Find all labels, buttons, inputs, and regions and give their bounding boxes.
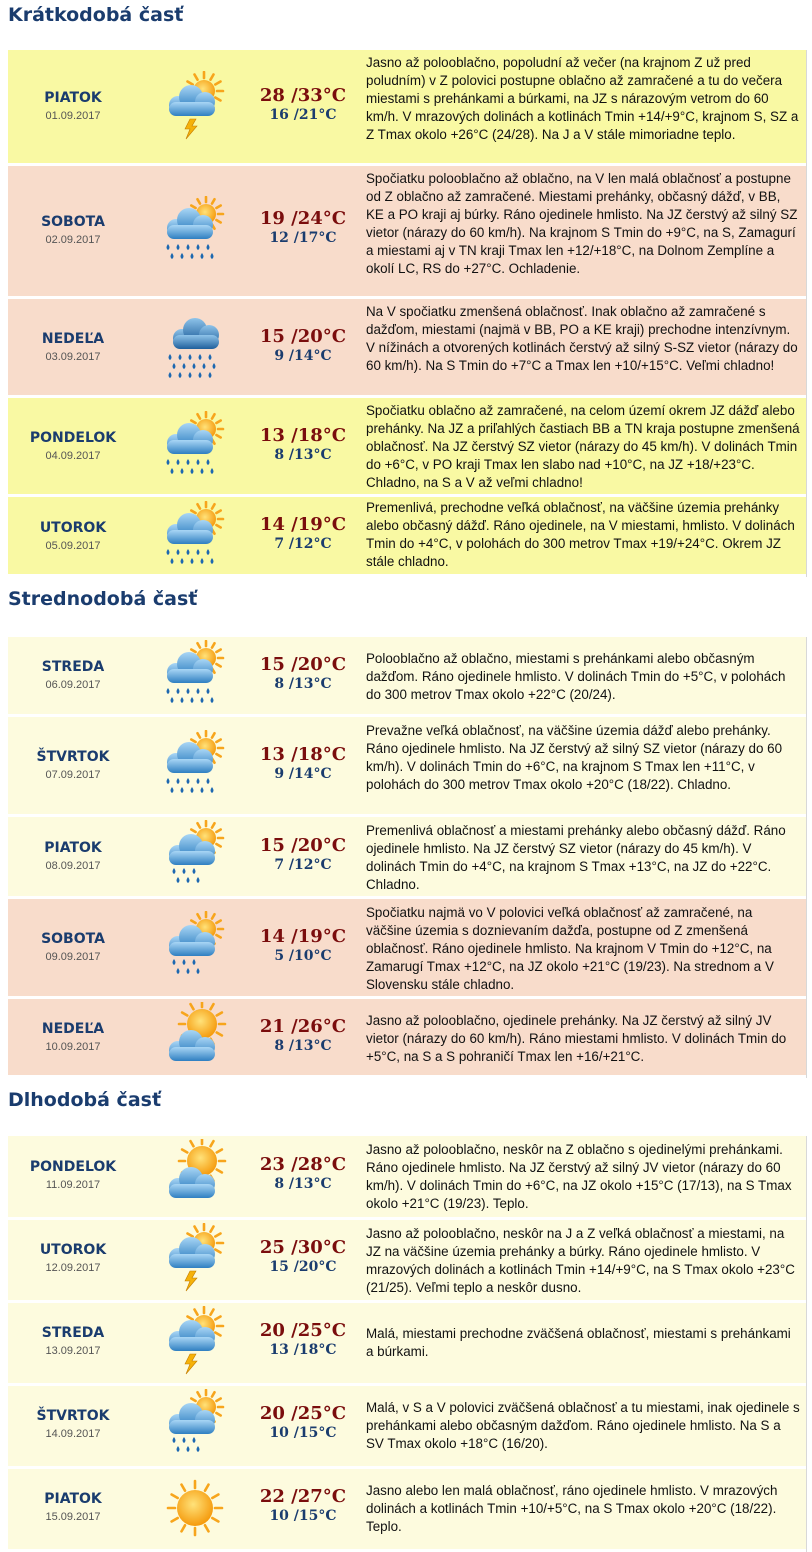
day-label xyxy=(8,659,138,691)
sun-cloud-storm-icon xyxy=(160,71,230,141)
sun-cloud-icon xyxy=(160,1139,230,1209)
sun-cloud-showers-icon xyxy=(160,820,230,890)
day-label xyxy=(8,1242,138,1274)
forecast-description: Na V spočiatku zmenšená oblačnosť. Inak oblačno až zamračené s dažďom, miestami (najmä v BB, PO a KE kraji) prechodne intenzívnym. V nížinách a otvorených kotlinách čerstvý až silný S-SZ vietor (nárazy do 60 km/h). Na S Tmin do +7°C a Tmax len +10/+15°C. Veľmi chladno! xyxy=(366,304,798,373)
temp-max: 15 /20°C xyxy=(259,326,347,347)
day-date: 12.09.2017 xyxy=(45,1262,101,1274)
temperature-block xyxy=(248,745,358,783)
temp-max: 20 /25°C xyxy=(259,1320,347,1341)
sun-cloud-rain-icon xyxy=(160,196,230,266)
day-label xyxy=(8,1021,138,1053)
temp-max: 23 /28°C xyxy=(259,1154,347,1175)
temp-min: 12 /17°C xyxy=(269,230,337,246)
day-date: 05.09.2017 xyxy=(45,540,101,552)
sun-cloud-icon xyxy=(160,1002,230,1072)
section-title-short-term: Krátkodobá časť xyxy=(8,4,184,26)
temp-min: 10 /15°C xyxy=(269,1425,337,1441)
sun-cloud-storm-icon xyxy=(160,1306,230,1376)
day-label xyxy=(8,214,138,246)
day-label xyxy=(8,430,138,462)
day-name: SOBOTA xyxy=(41,214,105,230)
temperature-block xyxy=(248,1404,358,1442)
forecast-description: Polooblačno až oblačno, miestami s prehánkami alebo občasným dažďom. Ráno ojedinele hmlisto. V dolinách Tmin do +5°C, v polohách do 300 metrov Tmax okolo +22°C (20/24). xyxy=(366,651,786,702)
temp-min: 15 /20°C xyxy=(269,1259,337,1275)
sun-cloud-showers-icon xyxy=(160,911,230,981)
day-label xyxy=(8,749,138,781)
forecast-row xyxy=(8,398,806,497)
temp-min: 7 /12°C xyxy=(274,536,332,552)
day-label xyxy=(8,1408,138,1440)
day-name: PONDELOK xyxy=(29,430,117,446)
forecast-row xyxy=(8,497,806,577)
temp-max: 15 /20°C xyxy=(259,835,347,856)
day-label xyxy=(8,90,138,122)
forecast-row xyxy=(8,1303,806,1386)
temperature-block xyxy=(248,1155,358,1193)
day-label xyxy=(8,520,138,552)
forecast-row xyxy=(8,999,806,1078)
temp-max: 15 /20°C xyxy=(259,654,347,675)
day-date: 07.09.2017 xyxy=(45,769,101,781)
forecast-section-short-term xyxy=(8,50,807,577)
forecast-description: Malá, miestami prechodne zväčšená oblačnosť, miestami s prehánkami a búrkami. xyxy=(366,1326,791,1359)
day-date: 10.09.2017 xyxy=(45,1041,101,1053)
day-date: 09.09.2017 xyxy=(45,951,101,963)
day-date: 11.09.2017 xyxy=(45,1179,101,1191)
sun-icon xyxy=(160,1473,230,1543)
temp-min: 13 /18°C xyxy=(269,1342,337,1358)
forecast-row xyxy=(8,1386,806,1469)
forecast-description: Jasno alebo len malá oblačnosť, ráno ojedinele hmlisto. V mrazových dolinách a kotlinách Tmin +10/+5°C, na S Tmax okolo +20°C (18/22). Teplo. xyxy=(366,1483,778,1534)
temperature-block xyxy=(248,327,358,365)
day-date: 14.09.2017 xyxy=(45,1428,101,1440)
forecast-description: Premenlivá, prechodne veľká oblačnosť, na väčšine územia prehánky alebo občasný dážď. Ráno ojedinele, na V miestami, hmlisto. V dolinách Tmin do +4°C, v polohách do 300 metrov Tmax +19/+24°C. Okrem JZ stále chladno. xyxy=(366,500,795,569)
temp-min: 8 /13°C xyxy=(274,447,332,463)
day-date: 15.09.2017 xyxy=(45,1511,101,1523)
temp-min: 8 /13°C xyxy=(274,676,332,692)
temp-max: 21 /26°C xyxy=(259,1016,347,1037)
forecast-row xyxy=(8,899,806,999)
forecast-description: Prevažne veľká oblačnosť, na väčšine územia dážď alebo prehánky. Ráno ojedinele hmlisto. Na JZ čerstvý až silný SZ vietor (nárazy do 60 km/h). V dolinách Tmin do +6°C, na krajnom S Tmax len +11°C, v polohách do 300 metrov Tmax okolo +20°C (18/22). Chladno. xyxy=(366,723,783,792)
sun-cloud-rain-icon xyxy=(160,730,230,800)
forecast-row xyxy=(8,166,806,299)
sun-cloud-rain-icon xyxy=(160,501,230,571)
temperature-block xyxy=(248,426,358,464)
temperature-block xyxy=(248,209,358,247)
day-name: PONDELOK xyxy=(29,1159,117,1175)
forecast-description: Jasno až polooblačno, neskôr na J a Z veľká oblačnosť a miestami, na JZ na väčšine územia prehánky a búrky. Ráno ojedinele hmlisto. V mrazových dolinách a kotlinách Tmin +14/+9°C, na S Tmax okolo +23°C (21/25). Veľmi teplo a neskôr dusno. xyxy=(366,1226,795,1295)
temp-max: 28 /33°C xyxy=(259,85,347,106)
day-date: 06.09.2017 xyxy=(45,679,101,691)
temperature-block xyxy=(248,836,358,874)
sun-cloud-rain-icon xyxy=(160,640,230,710)
temperature-block xyxy=(248,655,358,693)
temperature-block xyxy=(248,927,358,965)
day-name: UTOROK xyxy=(39,1242,107,1258)
day-name: NEDEĽA xyxy=(41,331,105,347)
forecast-row xyxy=(8,299,806,398)
day-label xyxy=(8,840,138,872)
sun-cloud-showers-icon xyxy=(160,1389,230,1459)
day-name: ŠTVRTOK xyxy=(36,749,110,765)
day-label xyxy=(8,1159,138,1191)
day-name: STREDA xyxy=(41,1325,105,1341)
forecast-row xyxy=(8,1136,806,1220)
forecast-description: Spočiatku najmä vo V polovici veľká oblačnosť až zamračené, na väčšine územia s doznievaním dažďa, postupne od Z zmenšená oblačnosť. Ráno ojedinele hmlisto. Na krajnom V Tmin do +12°C, na Zamarugí Tmax +12°C, na JZ okolo +21°C (19/23). Na strednom a V Slovensku stále chladno. xyxy=(366,905,774,992)
sun-cloud-rain-icon xyxy=(160,411,230,481)
forecast-description: Premenlivá oblačnosť a miestami prehánky alebo občasný dážď. Ráno ojedinele hmlisto. Na JZ čerstvý SZ vietor (nárazy do 45 km/h). V dolinách Tmin do +4°C, na krajnom S Tmax +13°C, na JZ do +22°C. Chladno. xyxy=(366,823,786,892)
temp-max: 14 /19°C xyxy=(259,926,347,947)
forecast-row xyxy=(8,1220,806,1303)
forecast-description: Jasno až polooblačno, ojedinele prehánky. Na JZ čerstvý až silný JV vietor (nárazy do 60 km/h). Ráno miestami hmlisto. V dolinách Tmin do +5°C, na S a S pohraničí Tmax len +16/+21°C. xyxy=(366,1013,787,1064)
temp-max: 19 /24°C xyxy=(259,208,347,229)
forecast-description: Malá, v S a V polovici zväčšená oblačnosť a tu miestami, inak ojedinele s prehánkami alebo občasným dažďom. Ráno ojedinele hmlisto. Na S a SV Tmax okolo +18°C (16/20). xyxy=(366,1400,800,1451)
day-label xyxy=(8,1491,138,1523)
sun-cloud-storm-icon xyxy=(160,1223,230,1293)
day-label xyxy=(8,331,138,363)
day-name: PIATOK xyxy=(44,840,102,856)
day-label xyxy=(8,931,138,963)
temp-min: 9 /14°C xyxy=(274,348,332,364)
temp-min: 9 /14°C xyxy=(274,766,332,782)
day-name: ŠTVRTOK xyxy=(36,1408,110,1424)
temperature-block xyxy=(248,1238,358,1276)
temp-min: 8 /13°C xyxy=(274,1038,332,1054)
temp-min: 5 /10°C xyxy=(274,948,332,964)
temp-min: 8 /13°C xyxy=(274,1176,332,1192)
day-date: 01.09.2017 xyxy=(45,110,101,122)
section-title-long-term: Dlhodobá časť xyxy=(8,1089,162,1111)
forecast-section-long-term xyxy=(8,1136,807,1552)
day-date: 13.09.2017 xyxy=(45,1345,101,1357)
temp-min: 16 /21°C xyxy=(269,107,337,123)
temperature-block xyxy=(248,1321,358,1359)
day-name: STREDA xyxy=(41,659,105,675)
day-name: PIATOK xyxy=(44,90,102,106)
temp-max: 13 /18°C xyxy=(259,425,347,446)
temperature-block xyxy=(248,1017,358,1055)
forecast-description: Jasno až polooblačno, neskôr na Z oblačno s ojedinelými prehánkami. Ráno ojedinele hmlisto. Na JZ čerstvý až silný JV vietor (nárazy do 60 km/h). V dolinách Tmin do +6°C, na JZ okolo +15°C (17/13), na S Tmax okolo +21°C (19/23). Teplo. xyxy=(366,1142,792,1211)
forecast-description: Jasno až polooblačno, popoludní až večer (na krajnom Z už pred poludním) v Z polovici postupne oblačno až zamračené a tu do večera miestami s prehánkami a búrkami, na JZ s nárazovým vetrom do 60 km/h. V mrazových dolinách a kotlinách Tmin +14/+9°C, krajnom S, SZ a Z Tmax okolo +26°C (24/28). Na J a V stále mimoriadne teplo. xyxy=(366,55,799,142)
temp-min: 10 /15°C xyxy=(269,1508,337,1524)
temp-max: 25 /30°C xyxy=(259,1237,347,1258)
temperature-block xyxy=(248,515,358,553)
section-title-mid-term: Strednodobá časť xyxy=(8,588,198,610)
temp-max: 14 /19°C xyxy=(259,514,347,535)
forecast-row xyxy=(8,817,806,899)
day-name: UTOROK xyxy=(39,520,107,536)
day-date: 02.09.2017 xyxy=(45,234,101,246)
day-date: 04.09.2017 xyxy=(45,450,101,462)
cloud-heavy-rain-icon xyxy=(160,314,230,384)
forecast-description: Spočiatku polooblačno až oblačno, na V len malá oblačnosť a postupne od Z oblačno až zamračené. Miestami prehánky, občasný dážď, v BB, KE a PO kraji aj búrky. Ráno ojedinele hmlisto. Na JZ čerstvý až silný SZ vietor (nárazy do 60 km/h). Na krajnom S Tmin do +9°C, na S, Zamagurí a miestami aj v TN kraji Tmax len +12/+18°C, na Dolnom Zemplíne a okolí LC, RS do +27°C. Ochladenie. xyxy=(366,171,798,276)
temp-min: 7 /12°C xyxy=(274,857,332,873)
temperature-block xyxy=(248,86,358,124)
temperature-block xyxy=(248,1487,358,1525)
forecast-row xyxy=(8,50,806,166)
day-date: 03.09.2017 xyxy=(45,351,101,363)
temp-max: 20 /25°C xyxy=(259,1403,347,1424)
forecast-row xyxy=(8,1469,806,1552)
day-name: NEDEĽA xyxy=(41,1021,105,1037)
temp-max: 22 /27°C xyxy=(259,1486,347,1507)
forecast-section-mid-term xyxy=(8,637,807,1078)
forecast-description: Spočiatku oblačno až zamračené, na celom území okrem JZ dážď alebo prehánky. Na JZ a priľahlých častiach BB a TN kraja postupne zmenšená oblačnosť. Na JZ čerstvý SZ vietor (nárazy do 45 km/h). V dolinách Tmin do +6°C, v PO kraji Tmax len slabo nad +10°C, na JZ +18/+23°C. Chladno, na S a V až veľmi chladno! xyxy=(366,403,800,490)
day-name: SOBOTA xyxy=(41,931,105,947)
forecast-row xyxy=(8,717,806,817)
forecast-row xyxy=(8,637,806,717)
temp-max: 13 /18°C xyxy=(259,744,347,765)
day-label xyxy=(8,1325,138,1357)
day-date: 08.09.2017 xyxy=(45,860,101,872)
day-name: PIATOK xyxy=(44,1491,102,1507)
